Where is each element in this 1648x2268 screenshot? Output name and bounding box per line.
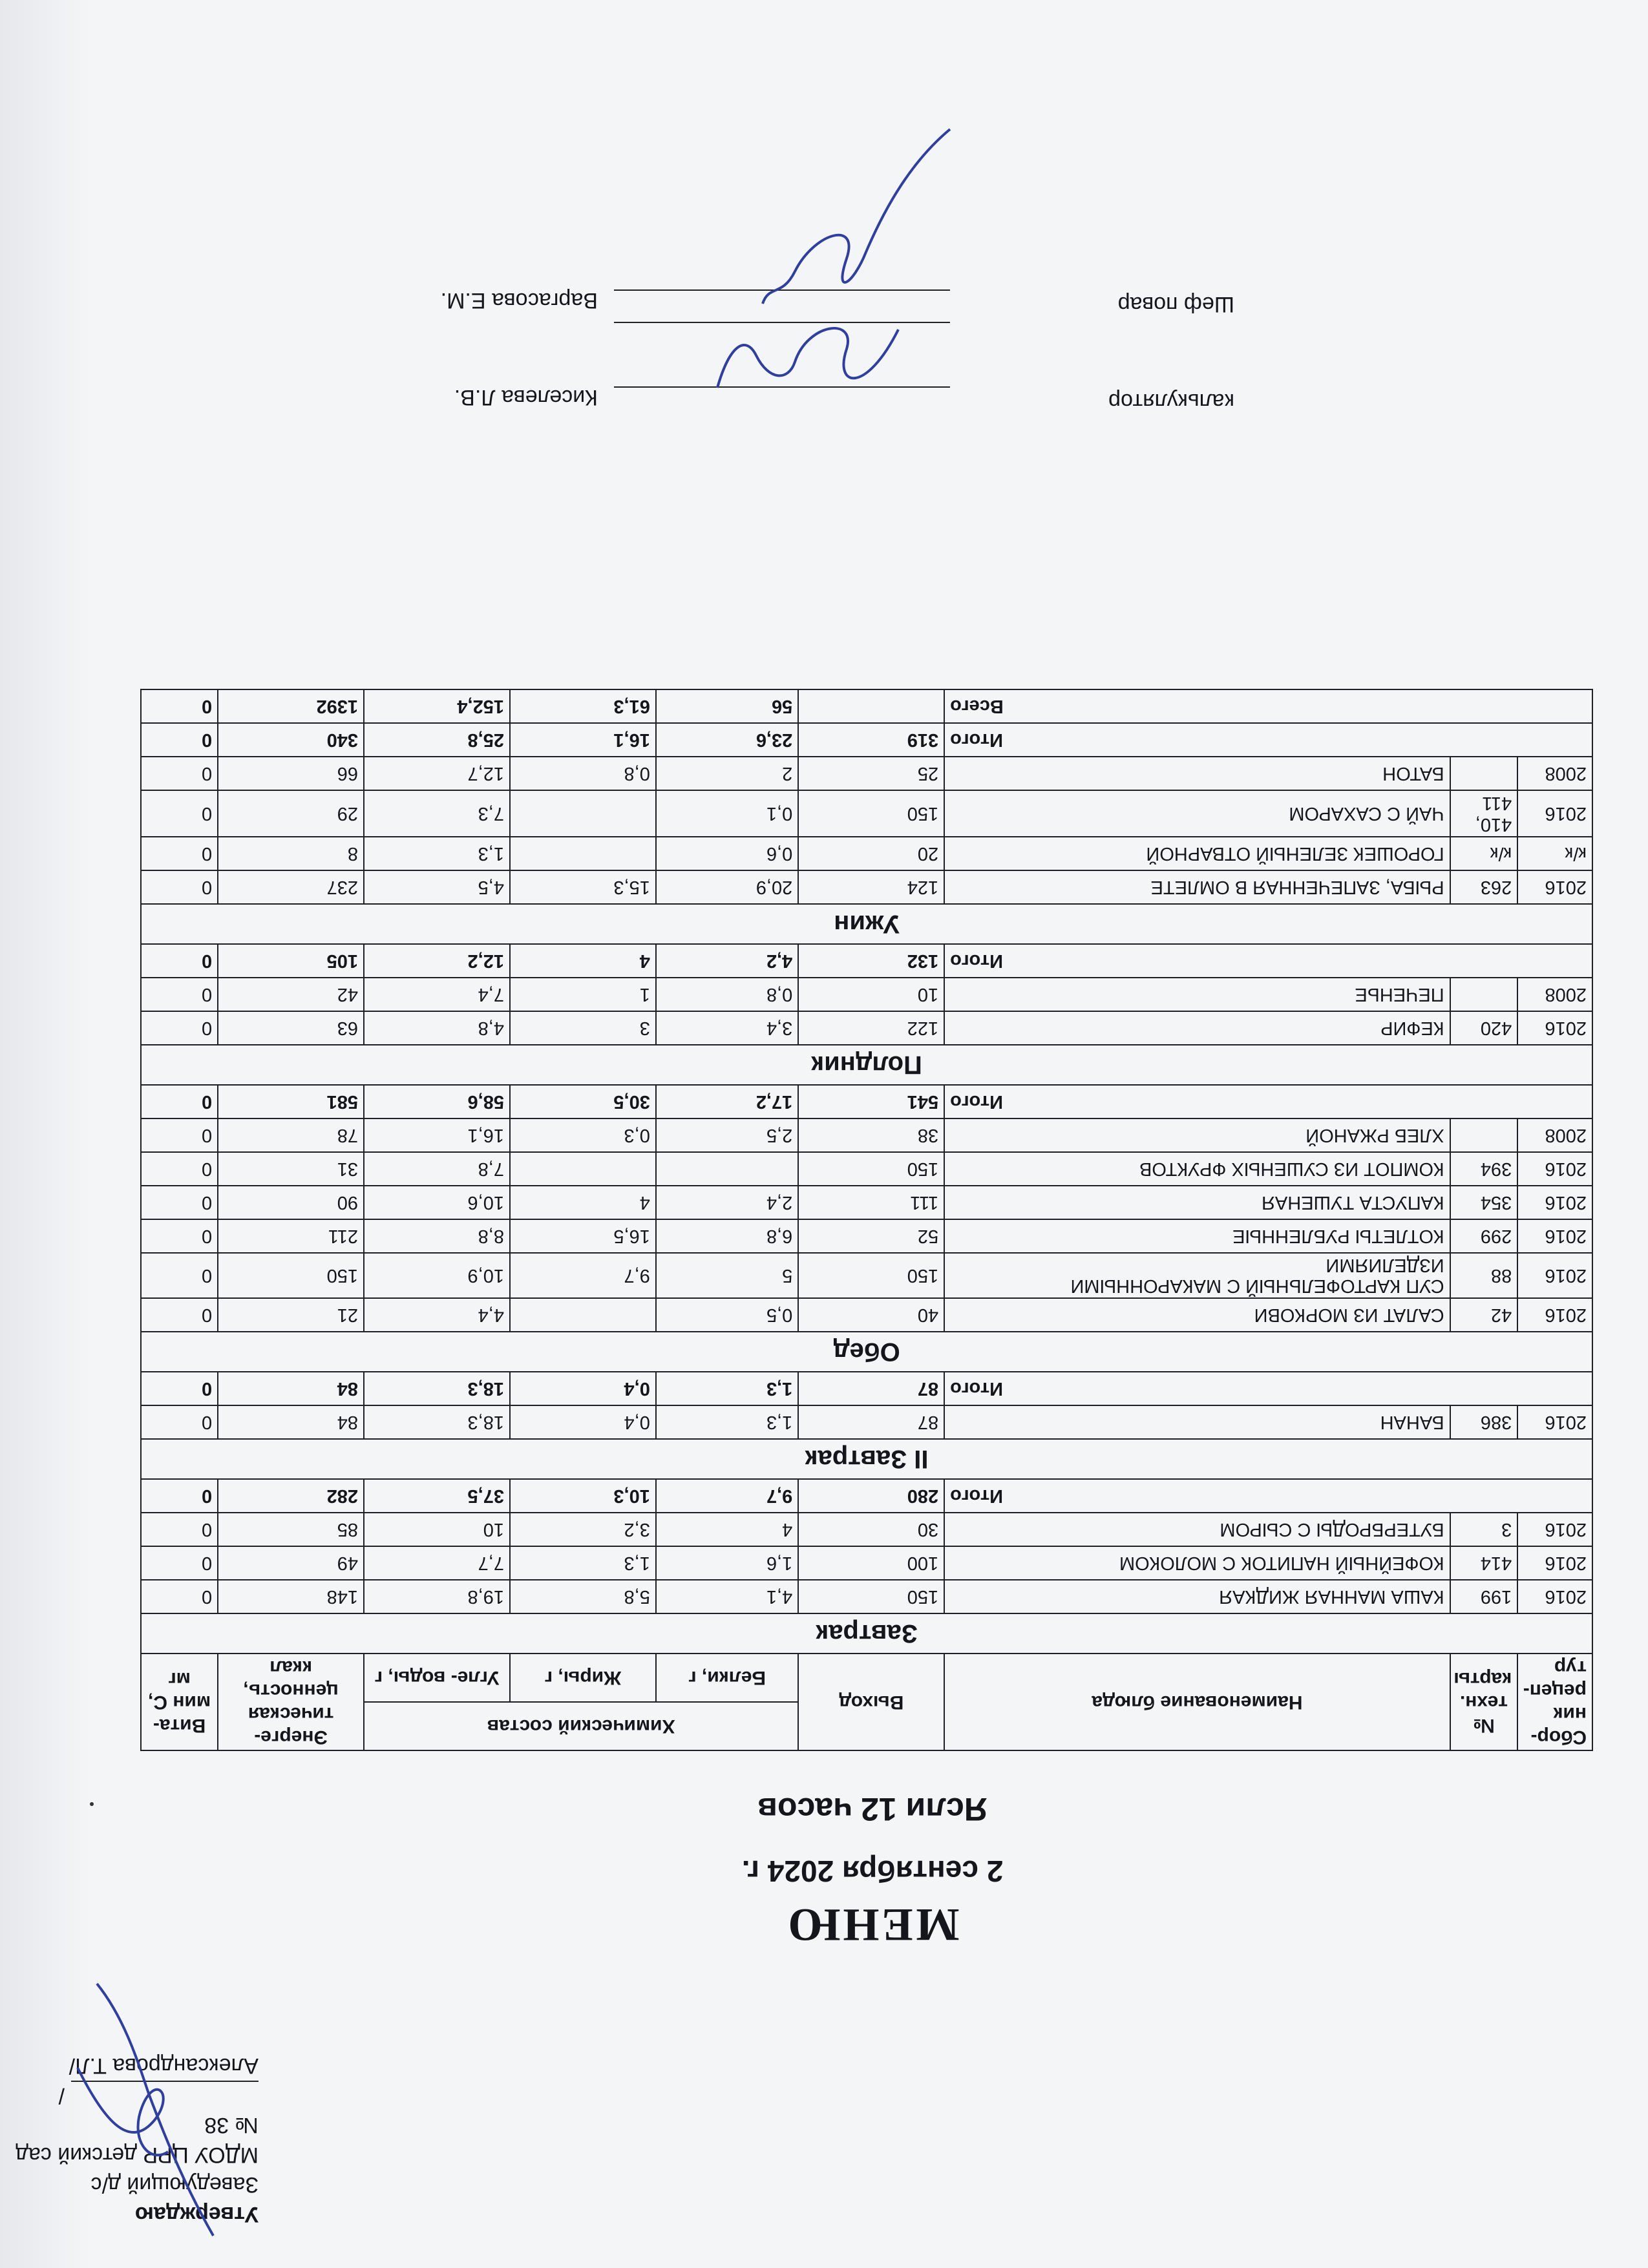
output-cell: 87 <box>798 1372 944 1405</box>
collection-cell: 2016 <box>1517 870 1592 904</box>
card-cell: 263 <box>1450 870 1518 904</box>
section-header-row <box>141 904 1592 944</box>
section-title: Завтрак <box>141 1613 1592 1654</box>
card-cell: 354 <box>1450 1186 1518 1219</box>
table-row <box>141 1011 1592 1045</box>
output-cell: 20 <box>798 837 944 870</box>
output-cell: 100 <box>798 1546 944 1580</box>
section-title: Полдник <box>141 1045 1592 1085</box>
carbs-cell: 19,8 <box>364 1580 510 1613</box>
dish-cell: КАПУСТА ТУШЕНАЯ <box>944 1186 1450 1219</box>
energy-cell: 148 <box>218 1580 364 1613</box>
dish-cell: КОФЕЙНЫЙ НАПИТОК С МОЛОКОМ <box>944 1546 1450 1580</box>
energy-cell: 84 <box>218 1372 364 1405</box>
vitc-cell: 0 <box>141 1011 218 1045</box>
protein-cell <box>656 1152 798 1186</box>
protein-cell: 1,6 <box>656 1546 798 1580</box>
output-cell: 40 <box>798 1298 944 1332</box>
fat-cell: 0,4 <box>510 1405 656 1439</box>
table-row <box>141 1546 1592 1580</box>
collection-cell: 2016 <box>1517 1513 1592 1546</box>
protein-cell: 2,4 <box>656 1186 798 1219</box>
collection-cell: 2016 <box>1517 1298 1592 1332</box>
dish-cell: КЕФИР <box>944 1011 1450 1045</box>
page-title: МЕНЮ <box>785 1899 960 1951</box>
table-row <box>141 1253 1592 1298</box>
grand-total-label: Всего <box>944 689 1592 723</box>
carbs-cell: 10,9 <box>364 1253 510 1298</box>
output-cell: 150 <box>798 790 944 837</box>
fat-cell <box>510 1298 656 1332</box>
dish-cell: КАША МАННАЯ ЖИДКАЯ <box>944 1580 1450 1613</box>
fat-cell: 1,3 <box>510 1546 656 1580</box>
carbs-cell: 7,8 <box>364 1152 510 1186</box>
carbs-cell: 18,3 <box>364 1405 510 1439</box>
energy-cell: 237 <box>218 870 364 904</box>
fat-cell: 16,5 <box>510 1219 656 1253</box>
card-cell <box>1450 1118 1518 1152</box>
protein-cell: 0,8 <box>656 978 798 1011</box>
vitc-cell: 0 <box>141 1118 218 1152</box>
fat-cell <box>510 790 656 837</box>
protein-cell: 0,6 <box>656 837 798 870</box>
card-cell: 88 <box>1450 1253 1518 1298</box>
table-row <box>141 1219 1592 1253</box>
collection-cell: 2016 <box>1517 1405 1592 1439</box>
header-carbs: Угле- воды, г <box>364 1654 510 1702</box>
card-cell: 394 <box>1450 1152 1518 1186</box>
fat-cell <box>510 837 656 870</box>
carbs-cell: 10 <box>364 1513 510 1546</box>
vitc-cell: 0 <box>141 790 218 837</box>
section-title: Обед <box>141 1332 1592 1372</box>
section-title: Ужин <box>141 904 1592 944</box>
fat-cell: 15,3 <box>510 870 656 904</box>
subtotal-label: Итого <box>944 1372 1592 1405</box>
vitc-cell: 0 <box>141 978 218 1011</box>
vitc-cell: 0 <box>141 944 218 978</box>
energy-cell: 282 <box>218 1479 364 1513</box>
dish-cell: БАНАН <box>944 1405 1450 1439</box>
carbs-cell: 16,1 <box>364 1118 510 1152</box>
fat-cell: 3 <box>510 1011 656 1045</box>
table-row <box>141 1298 1592 1332</box>
subtotal-row <box>141 723 1592 757</box>
collection-cell: 2008 <box>1517 757 1592 790</box>
signature-role: калькулятор <box>1108 389 1234 414</box>
header-vitc: Вита- мин С, мг <box>141 1654 218 1750</box>
vitc-cell: 0 <box>141 757 218 790</box>
approval-title: Утверждаю <box>134 2202 259 2227</box>
card-cell: 420 <box>1450 1011 1518 1045</box>
chef-signature <box>756 116 963 310</box>
dish-cell: ГОРОШЕК ЗЕЛЕНЫЙ ОТВАРНОЙ <box>944 837 1450 870</box>
vitc-cell: 0 <box>141 1372 218 1405</box>
table-row <box>141 757 1592 790</box>
protein-cell: 56 <box>656 689 798 723</box>
table-row <box>141 1186 1592 1219</box>
subtotal-label: Итого <box>944 1085 1592 1118</box>
carbs-cell: 10,6 <box>364 1186 510 1219</box>
output-cell: 132 <box>798 944 944 978</box>
group-name: Ясли 12 часов <box>757 1791 988 1827</box>
paper-edge <box>0 0 90 2268</box>
fat-cell: 30,5 <box>510 1085 656 1118</box>
table-row <box>141 1118 1592 1152</box>
output-cell: 87 <box>798 1405 944 1439</box>
dish-cell: КОТЛЕТЫ РУБЛЕННЫЕ <box>944 1219 1450 1253</box>
protein-cell: 4,1 <box>656 1580 798 1613</box>
energy-cell: 63 <box>218 1011 364 1045</box>
vitc-cell: 0 <box>141 723 218 757</box>
stray-dot <box>90 1802 94 1806</box>
energy-cell: 21 <box>218 1298 364 1332</box>
protein-cell: 5 <box>656 1253 798 1298</box>
collection-cell: 2008 <box>1517 978 1592 1011</box>
header-energy: Энерге- тическая ценность, ккал <box>218 1654 364 1750</box>
output-cell: 150 <box>798 1253 944 1298</box>
card-cell: 42 <box>1450 1298 1518 1332</box>
vitc-cell: 0 <box>141 1298 218 1332</box>
output-cell: 150 <box>798 1152 944 1186</box>
energy-cell: 8 <box>218 837 364 870</box>
output-cell: 150 <box>798 1580 944 1613</box>
calculator-signature <box>711 304 905 407</box>
protein-cell: 2 <box>656 757 798 790</box>
fat-cell: 5,8 <box>510 1580 656 1613</box>
table-header-row-1 <box>141 1702 1592 1750</box>
protein-cell: 0,1 <box>656 790 798 837</box>
output-cell <box>798 689 944 723</box>
output-cell: 280 <box>798 1479 944 1513</box>
menu-date: 2 сентября 2024 г. <box>741 1854 1004 1888</box>
director-signature <box>58 1977 226 2249</box>
section-title: II Завтрак <box>141 1439 1592 1479</box>
vitc-cell: 0 <box>141 1186 218 1219</box>
energy-cell: 1392 <box>218 689 364 723</box>
collection-cell: 2008 <box>1517 1118 1592 1152</box>
fat-cell <box>510 1152 656 1186</box>
dish-cell: БАТОН <box>944 757 1450 790</box>
header-chem: Химический состав <box>364 1702 798 1750</box>
energy-cell: 105 <box>218 944 364 978</box>
energy-cell: 49 <box>218 1546 364 1580</box>
signature-name: Киселева Л.В. <box>454 385 598 410</box>
fat-cell: 4 <box>510 944 656 978</box>
card-cell: к/к <box>1450 837 1518 870</box>
header-output: Выход <box>798 1654 944 1750</box>
subtotal-label: Итого <box>944 1479 1592 1513</box>
vitc-cell: 0 <box>141 1513 218 1546</box>
carbs-cell: 58,6 <box>364 1085 510 1118</box>
protein-cell: 1,3 <box>656 1405 798 1439</box>
vitc-cell: 0 <box>141 1085 218 1118</box>
fat-cell: 4 <box>510 1186 656 1219</box>
vitc-cell: 0 <box>141 1479 218 1513</box>
carbs-cell: 18,3 <box>364 1372 510 1405</box>
collection-cell: 2016 <box>1517 1546 1592 1580</box>
table-row <box>141 1152 1592 1186</box>
carbs-cell: 152,4 <box>364 689 510 723</box>
energy-cell: 78 <box>218 1118 364 1152</box>
collection-cell: 2016 <box>1517 790 1592 837</box>
approval-organization: МДОУ ЦРР детский сад № 38 <box>16 2113 259 2167</box>
vitc-cell: 0 <box>141 837 218 870</box>
collection-cell: 2016 <box>1517 1152 1592 1186</box>
energy-cell: 340 <box>218 723 364 757</box>
table-row <box>141 1513 1592 1546</box>
carbs-cell: 4,8 <box>364 1011 510 1045</box>
table-row <box>141 790 1592 837</box>
vitc-cell: 0 <box>141 1546 218 1580</box>
collection-cell: 2016 <box>1517 1253 1592 1298</box>
section-header-row <box>141 1439 1592 1479</box>
vitc-cell: 0 <box>141 1152 218 1186</box>
card-cell: 410, 411 <box>1450 790 1518 837</box>
fat-cell: 61,3 <box>510 689 656 723</box>
subtotal-row <box>141 1085 1592 1118</box>
vitc-cell: 0 <box>141 689 218 723</box>
energy-cell: 90 <box>218 1186 364 1219</box>
carbs-cell: 8,8 <box>364 1219 510 1253</box>
header-fat: Жиры, г <box>510 1654 656 1702</box>
carbs-cell: 37,5 <box>364 1479 510 1513</box>
card-cell: 199 <box>1450 1580 1518 1613</box>
subtotal-row <box>141 944 1592 978</box>
protein-cell: 0,5 <box>656 1298 798 1332</box>
vitc-cell: 0 <box>141 1253 218 1298</box>
card-cell: 414 <box>1450 1546 1518 1580</box>
output-cell: 541 <box>798 1085 944 1118</box>
energy-cell: 85 <box>218 1513 364 1546</box>
energy-cell: 29 <box>218 790 364 837</box>
protein-cell: 4,2 <box>656 944 798 978</box>
vitc-cell: 0 <box>141 1405 218 1439</box>
fat-cell: 10,3 <box>510 1479 656 1513</box>
fat-cell: 0,3 <box>510 1118 656 1152</box>
protein-cell: 6,8 <box>656 1219 798 1253</box>
collection-cell: к/к <box>1517 837 1592 870</box>
header-card: № техн. карты <box>1450 1654 1518 1750</box>
collection-cell: 2016 <box>1517 1186 1592 1219</box>
dish-cell: РЫБА, ЗАПЕЧЕННАЯ В ОМЛЕТЕ <box>944 870 1450 904</box>
collection-cell: 2016 <box>1517 1580 1592 1613</box>
header-protein: Белки, г <box>656 1654 798 1702</box>
table-row <box>141 978 1592 1011</box>
dish-cell: СУП КАРТОФЕЛЬНЫЙ С МАКАРОННЫМИ ИЗДЕЛИЯМИ <box>944 1253 1450 1298</box>
subtotal-row <box>141 1372 1592 1405</box>
protein-cell: 17,2 <box>656 1085 798 1118</box>
fat-cell: 0,8 <box>510 757 656 790</box>
carbs-cell: 4,5 <box>364 870 510 904</box>
dish-cell: БУТЕРБРОДЫ С СЫРОМ <box>944 1513 1450 1546</box>
vitc-cell: 0 <box>141 1580 218 1613</box>
fat-cell: 1 <box>510 978 656 1011</box>
carbs-cell: 7,3 <box>364 790 510 837</box>
dish-cell: ХЛЕБ РЖАНОЙ <box>944 1118 1450 1152</box>
card-cell: 299 <box>1450 1219 1518 1253</box>
energy-cell: 84 <box>218 1405 364 1439</box>
fat-cell: 16,1 <box>510 723 656 757</box>
dish-cell: ЧАЙ С САХАРОМ <box>944 790 1450 837</box>
protein-cell: 3,4 <box>656 1011 798 1045</box>
output-cell: 25 <box>798 757 944 790</box>
collection-cell: 2016 <box>1517 1011 1592 1045</box>
protein-cell: 4 <box>656 1513 798 1546</box>
protein-cell: 2,5 <box>656 1118 798 1152</box>
approval-position: Заведующий д/с <box>90 2172 259 2197</box>
fat-cell: 9,7 <box>510 1253 656 1298</box>
collection-cell: 2016 <box>1517 1219 1592 1253</box>
output-cell: 10 <box>798 978 944 1011</box>
output-cell: 30 <box>798 1513 944 1546</box>
vitc-cell: 0 <box>141 1219 218 1253</box>
menu-body <box>141 689 1592 1654</box>
dish-cell: САЛАТ ИЗ МОРКОВИ <box>944 1298 1450 1332</box>
dish-cell: ПЕЧЕНЬЕ <box>944 978 1450 1011</box>
energy-cell: 42 <box>218 978 364 1011</box>
subtotal-row <box>141 1479 1592 1513</box>
energy-cell: 66 <box>218 757 364 790</box>
card-cell <box>1450 978 1518 1011</box>
header-collection: Сбор- ник рецеп- тур <box>1517 1654 1592 1750</box>
energy-cell: 150 <box>218 1253 364 1298</box>
carbs-cell: 7,4 <box>364 978 510 1011</box>
energy-cell: 211 <box>218 1219 364 1253</box>
table-row <box>141 1580 1592 1613</box>
output-cell: 111 <box>798 1186 944 1219</box>
carbs-cell: 12,7 <box>364 757 510 790</box>
output-cell: 38 <box>798 1118 944 1152</box>
card-cell: 386 <box>1450 1405 1518 1439</box>
carbs-cell: 7,7 <box>364 1546 510 1580</box>
menu-table <box>140 689 1593 1751</box>
protein-cell: 20,9 <box>656 870 798 904</box>
subtotal-label: Итого <box>944 723 1592 757</box>
output-cell: 52 <box>798 1219 944 1253</box>
output-cell: 124 <box>798 870 944 904</box>
dish-cell: КОМПОТ ИЗ СУШЕНЫХ ФРУКТОВ <box>944 1152 1450 1186</box>
energy-cell: 31 <box>218 1152 364 1186</box>
header-dish: Наименование блюда <box>944 1654 1450 1750</box>
protein-cell: 9,7 <box>656 1479 798 1513</box>
signature-name: Варгасова Е.М. <box>440 288 598 313</box>
carbs-cell: 1,3 <box>364 837 510 870</box>
title-block <box>485 1790 1260 1951</box>
section-header-row <box>141 1332 1592 1372</box>
signature-role: Шеф повар <box>1117 292 1234 317</box>
protein-cell: 1,3 <box>656 1372 798 1405</box>
table-row <box>141 837 1592 870</box>
carbs-cell: 4,4 <box>364 1298 510 1332</box>
fat-cell: 3,2 <box>510 1513 656 1546</box>
table-row <box>141 1405 1592 1439</box>
energy-cell: 581 <box>218 1085 364 1118</box>
protein-cell: 23,6 <box>656 723 798 757</box>
card-cell: 3 <box>1450 1513 1518 1546</box>
output-cell: 122 <box>798 1011 944 1045</box>
carbs-cell: 12,2 <box>364 944 510 978</box>
card-cell <box>1450 757 1518 790</box>
table-row <box>141 870 1592 904</box>
approval-name: /Александрова Т.Л/ <box>58 2053 259 2108</box>
section-header-row <box>141 1613 1592 1654</box>
fat-cell: 0,4 <box>510 1372 656 1405</box>
section-header-row <box>141 1045 1592 1085</box>
subtotal-label: Итого <box>944 944 1592 978</box>
vitc-cell: 0 <box>141 870 218 904</box>
grand-total-row <box>141 689 1592 723</box>
carbs-cell: 25,8 <box>364 723 510 757</box>
output-cell: 319 <box>798 723 944 757</box>
